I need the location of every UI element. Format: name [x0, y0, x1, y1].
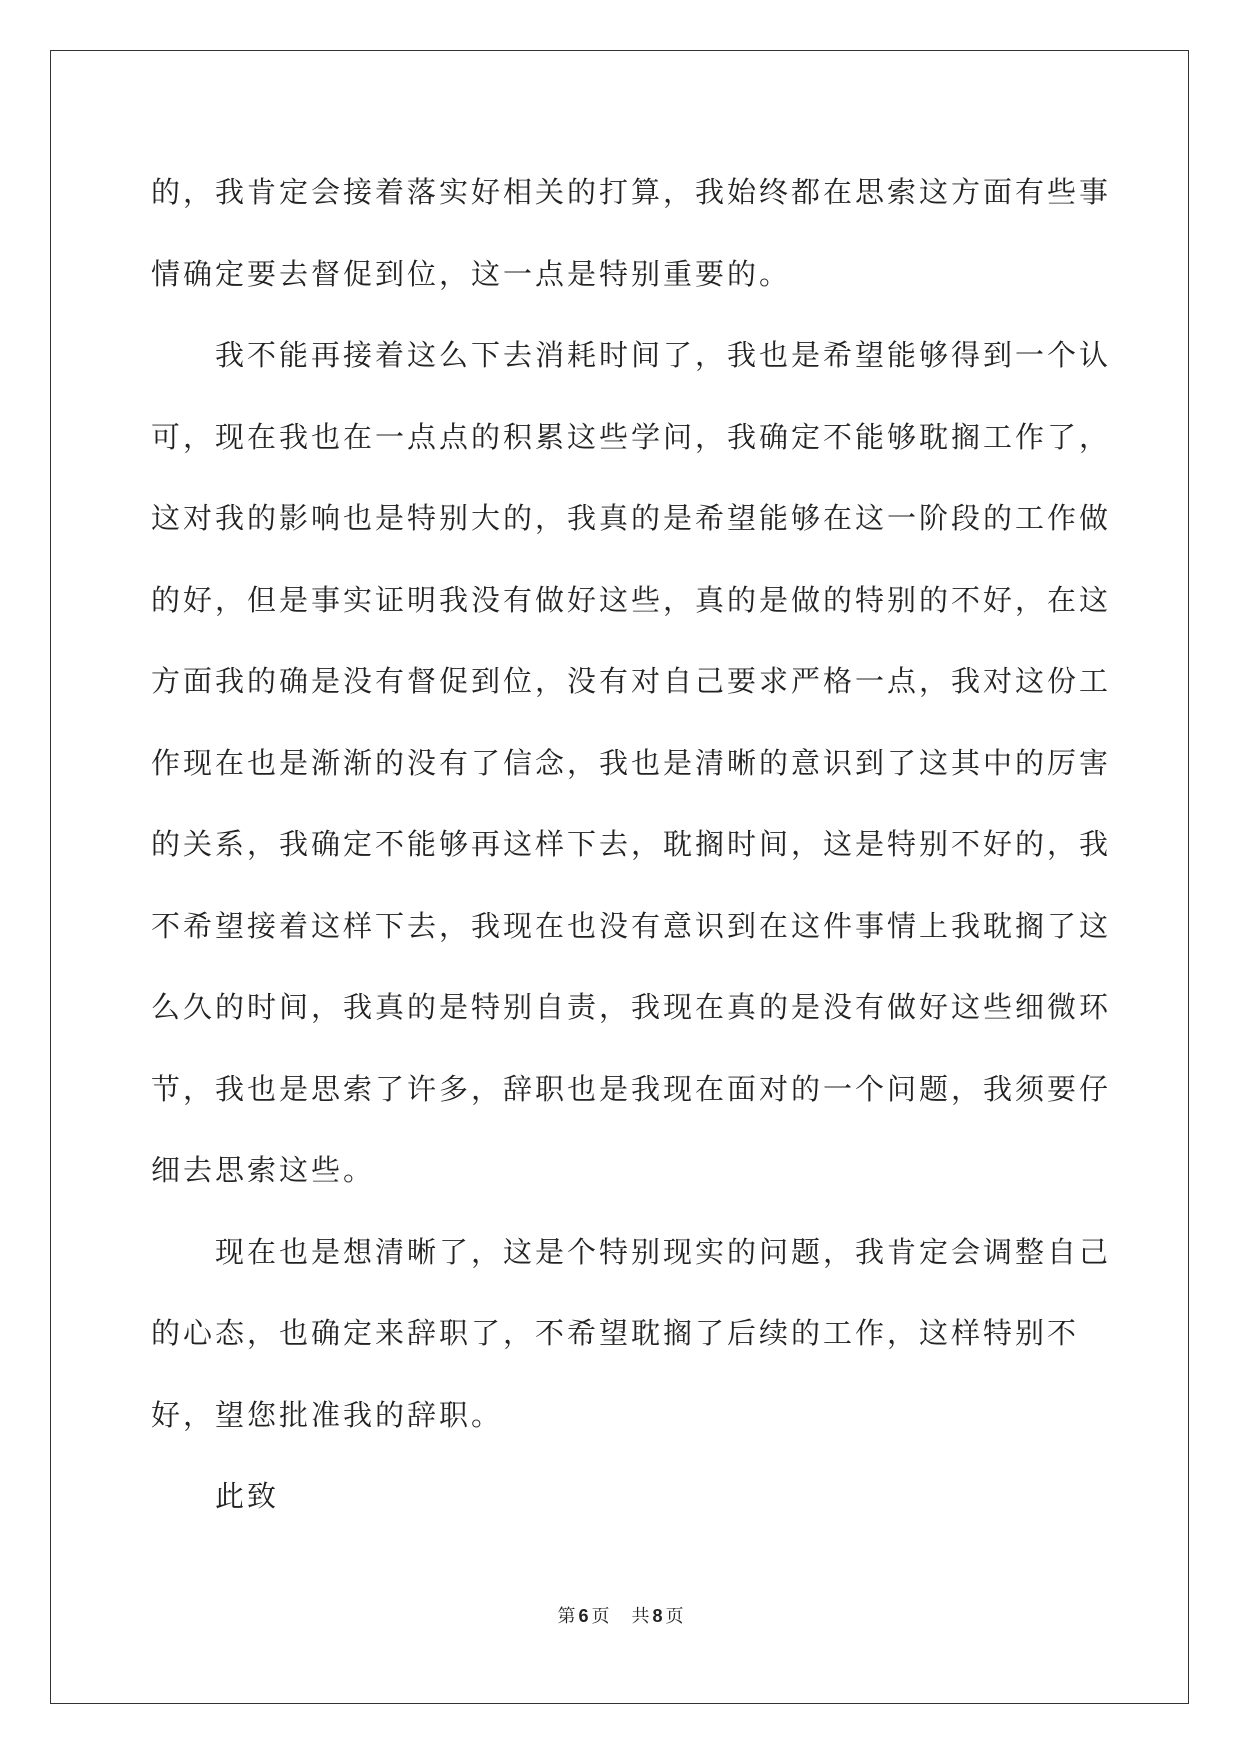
- footer-total-prefix: 共: [631, 1606, 650, 1627]
- document-body: [151, 152, 1111, 1538]
- paragraph-1: 的，我肯定会接着落实好相关的打算，我始终都在思索这方面有些事情确定要去督促到位，这一点是特别重要的。: [151, 175, 1112, 291]
- paragraph-2: 我不能再接着这么下去消耗时间了，我也是希望能够得到一个认可，现在我也在一点点的积累这些学问，我确定不能够耽搁工作了，这对我的影响也是特别大的，我真的是希望能够在这一阶段的工作做的好，但是事实证明我没有做好这些，真的是做的特别的不好，在这方面我的确是没有督促到位，没有对自己要求严格一点，我对这份工作现在也是渐渐的没有了信念，我也是清晰的意识到了这其中的厉害的关系，我确定不能够再这样下去，耽搁时间，这是特别不好的，我不希望接着这样下去，我现在也没有意识到在这件事情上我耽搁了这么久的时间，我真的是特别自责，我现在真的是没有做好这些细微环节，我也是思索了许多，辞职也是我现在面对的一个问题，我须要仔细去思索这些。: [151, 338, 1112, 1187]
- total-pages-number: 8: [652, 1606, 663, 1626]
- paragraph-3: 现在也是想清晰了，这是个特别现实的问题，我肯定会调整自己的心态，也确定来辞职了，不希望耽搁了后续的工作，这样特别不好，望您批准我的辞职。: [151, 1234, 1112, 1432]
- footer-total-unit: 页: [665, 1606, 684, 1627]
- page-footer: [0, 1604, 1241, 1629]
- current-page-number: 6: [578, 1606, 589, 1626]
- footer-page-unit: 页: [591, 1606, 610, 1627]
- closing-salutation: 此致: [215, 1479, 280, 1513]
- footer-prefix: 第: [557, 1606, 576, 1627]
